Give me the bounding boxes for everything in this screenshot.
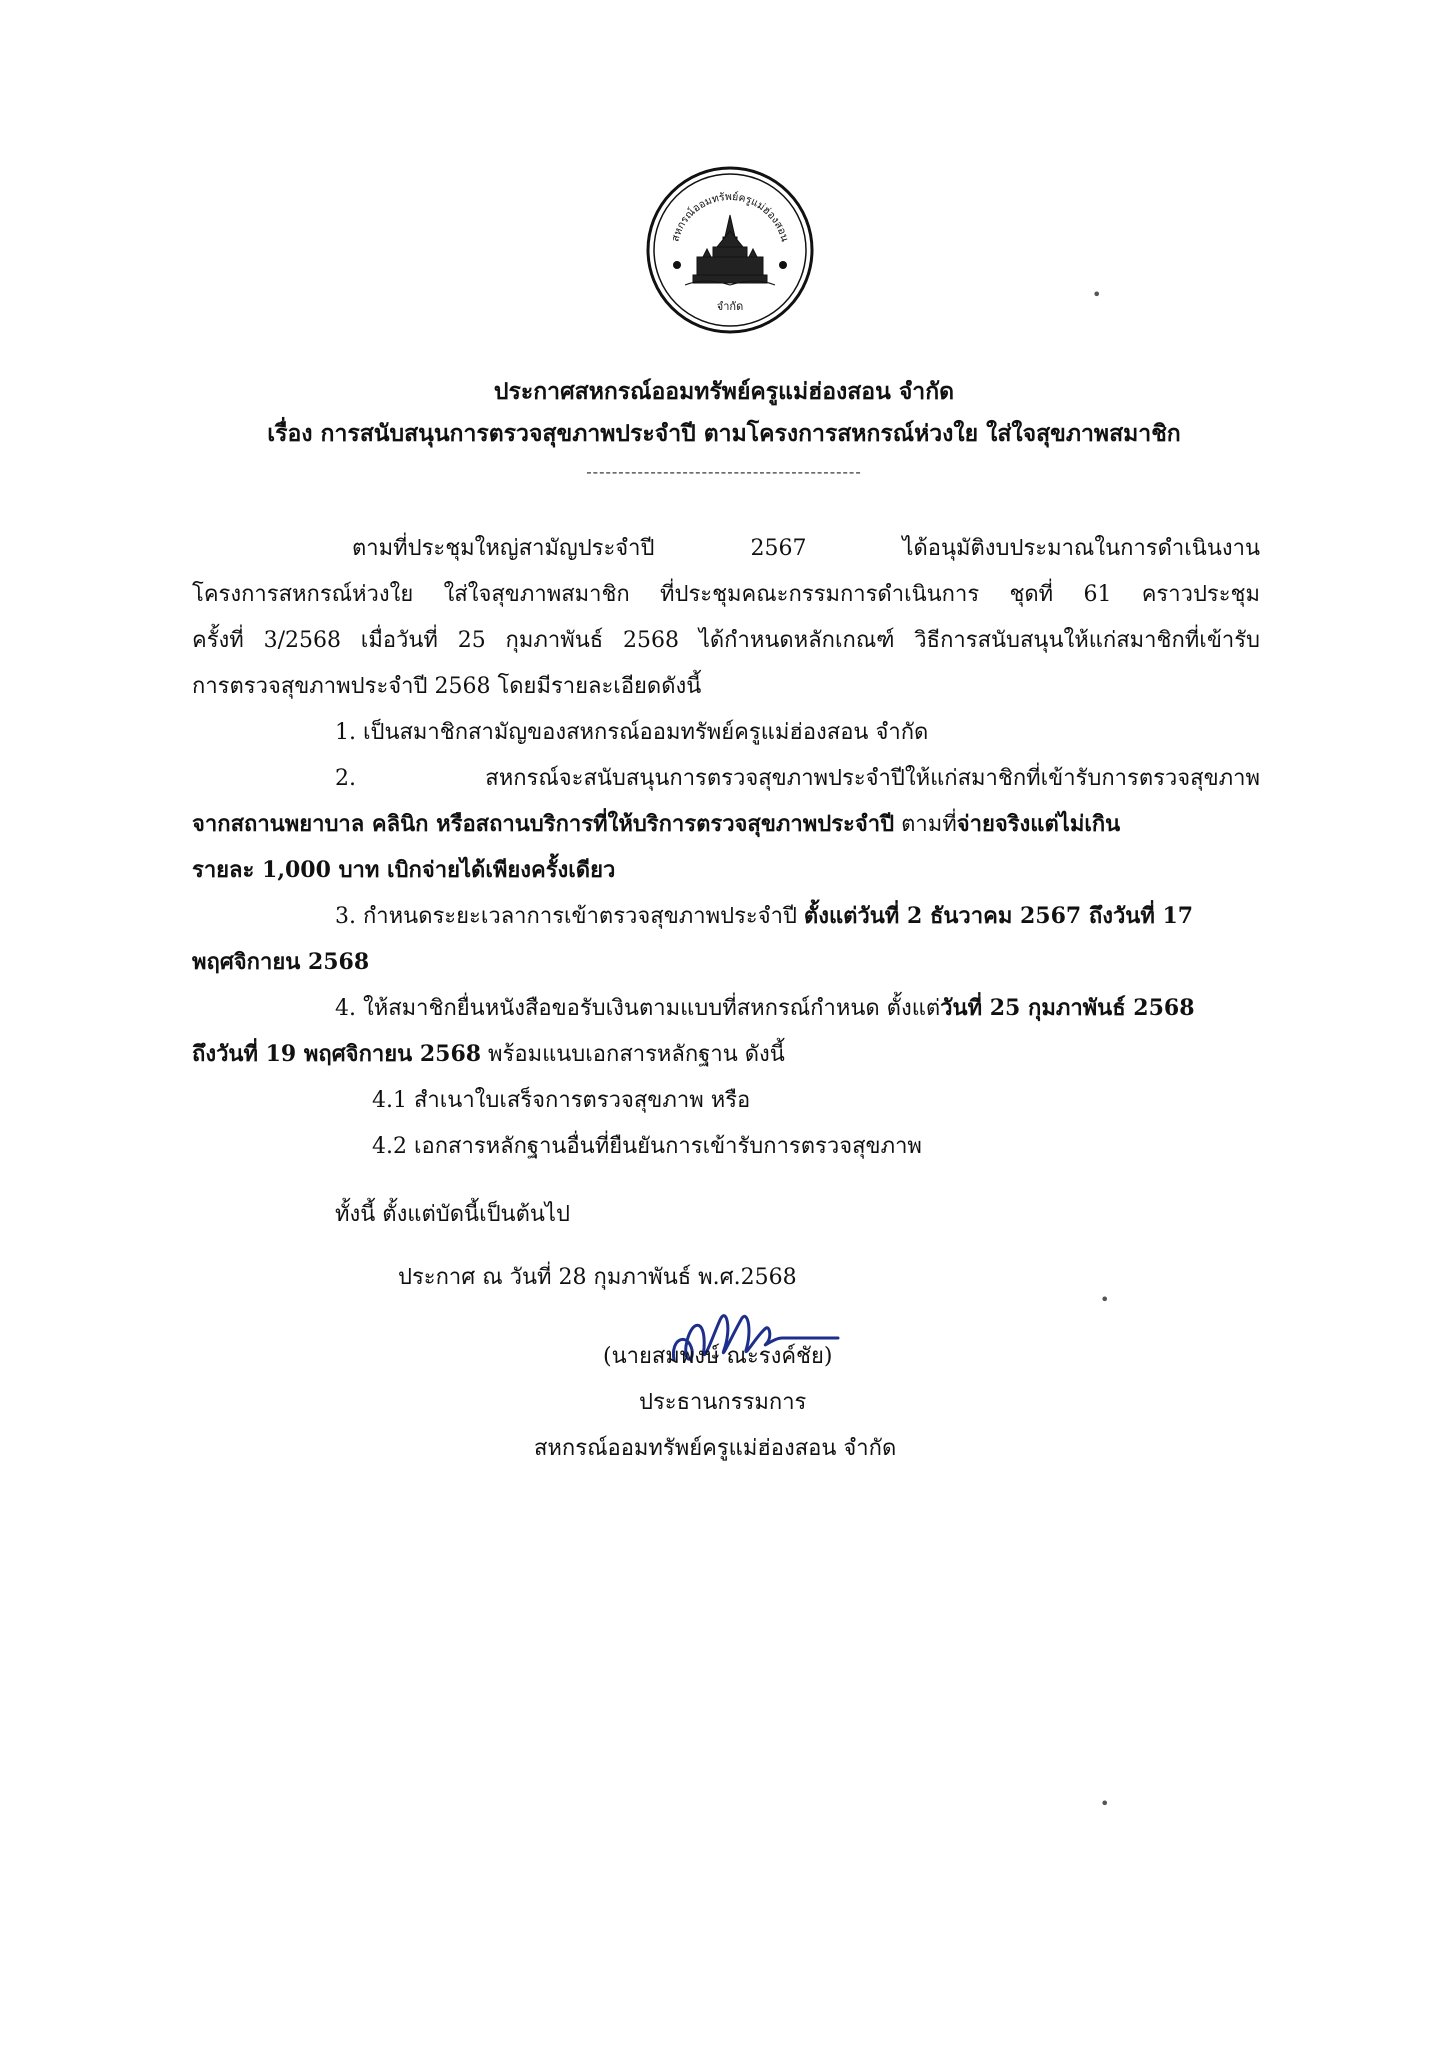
item-2-facilities: จากสถานพยาบาล คลินิก หรือสถานบริการที่ให้บริการตรวจสุขภาพประจำปี	[192, 811, 895, 837]
item-4-1: 4.1 สำเนาใบเสร็จการตรวจสุขภาพ หรือ	[372, 1088, 751, 1113]
title-divider: -------------------------------------------	[586, 462, 862, 481]
item-4-2: 4.2 เอกสารหลักฐานอื่นที่ยืนยันการเข้ารับการตรวจสุขภาพ	[372, 1134, 922, 1159]
item-1: 1. เป็นสมาชิกสามัญของสหกรณ์ออมทรัพย์ครูแม่ฮ่องสอน จำกัด	[335, 720, 929, 745]
intro-line-1: ตามที่ประชุมใหญ่สามัญประจำปี 2567 ได้อนุมัติงบประมาณในการดำเนินงาน	[352, 536, 1260, 561]
seal-bottom-text: จำกัด	[716, 300, 744, 313]
announcement-date: ประกาศ ณ วันที่ 28 กุมภาพันธ์ พ.ศ.2568	[398, 1265, 797, 1290]
scan-speck: •	[1100, 1794, 1110, 1813]
item-2-as-paid: ตามที่	[894, 812, 957, 837]
item-2-limit: จ่ายจริงแต่ไม่เกิน	[956, 811, 1121, 837]
seal-top-text: สหกรณ์ออมทรัพย์ครูแม่ฮ่องสอน	[669, 190, 791, 244]
item-3-label: 3. กำหนดระยะเวลาการเข้าตรวจสุขภาพประจำปี	[335, 904, 804, 929]
item-2-line-2	[192, 806, 1260, 841]
intro-line-4: การตรวจสุขภาพประจำปี 2568 โดยมีรายละเอียดดังนี้	[192, 674, 702, 699]
item-4-line-1	[335, 990, 1195, 1025]
item-2-line-3: รายละ 1,000 บาท เบิกจ่ายได้เพียงครั้งเดียว	[192, 857, 616, 883]
item-2-line-1: 2. สหกรณ์จะสนับสนุนการตรวจสุขภาพประจำปีให้แก่สมาชิกที่เข้ารับการตรวจสุขภาพ	[335, 766, 1260, 791]
announcement-subject: เรื่อง การสนับสนุนการตรวจสุขภาพประจำปี ตามโครงการสหกรณ์ห่วงใย ใส่ใจสุขภาพสมาชิก	[267, 420, 1181, 447]
item-4-line-2	[192, 1036, 785, 1071]
signatory-position: ประธานกรรมการ	[639, 1390, 807, 1415]
scan-speck: •	[1100, 1290, 1110, 1309]
intro-line-2: โครงการสหกรณ์ห่วงใย ใส่ใจสุขภาพสมาชิก ที่ประชุมคณะกรรมการดำเนินการ ชุดที่ 61 คราวประชุม	[192, 582, 1260, 607]
announcement-title: ประกาศสหกรณ์ออมทรัพย์ครูแม่ฮ่องสอน จำกัด	[493, 378, 955, 405]
item-4-label: 4. ให้สมาชิกยื่นหนังสือขอรับเงินตามแบบที่สหกรณ์กำหนด ตั้งแต่	[335, 996, 941, 1021]
cooperative-seal-logo	[645, 165, 815, 335]
signatory-organization: สหกรณ์ออมทรัพย์ครูแม่ฮ่องสอน จำกัด	[534, 1436, 897, 1461]
signatory-name: (นายสมพงษ์ ณะรงค์ชัย)	[603, 1344, 833, 1369]
intro-line-3: ครั้งที่ 3/2568 เมื่อวันที่ 25 กุมภาพันธ์ 2568 ได้กำหนดหลักเกณฑ์ วิธีการสนับสนุนให้แก่สมาชิกที่เข้ารับ	[192, 628, 1260, 653]
item-3-period: ตั้งแต่วันที่ 2 ธันวาคม 2567 ถึงวันที่ 17	[803, 903, 1194, 929]
item-3-line-2: พฤศจิกายน 2568	[192, 949, 370, 975]
item-4-attach: พร้อมแนบเอกสารหลักฐาน ดังนี้	[481, 1042, 785, 1067]
scan-speck: •	[1092, 285, 1102, 304]
item-4-end-date: ถึงวันที่ 19 พฤศจิกายน 2568	[192, 1041, 482, 1067]
effective-statement: ทั้งนี้ ตั้งแต่บัดนี้เป็นต้นไป	[335, 1202, 570, 1227]
item-3-line-1	[335, 898, 1193, 933]
item-4-start-date: วันที่ 25 กุมภาพันธ์ 2568	[940, 995, 1195, 1021]
